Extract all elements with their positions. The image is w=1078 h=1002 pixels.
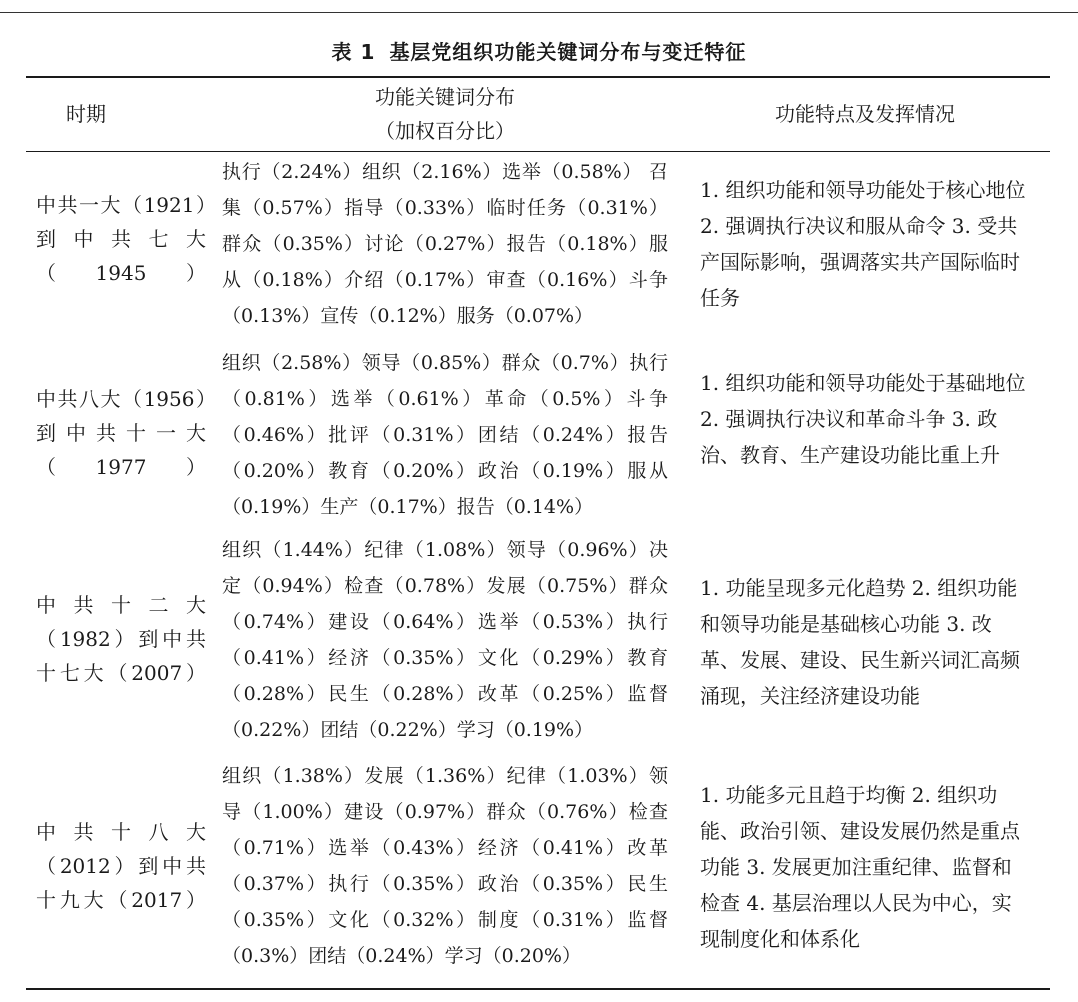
row-3-keywords: 组织（1.44%）纪律（1.08%）领导（0.96%）决定（0.94%）检查（0.78%）发展（0.75%）群众（0.74%）建设（0.64%）选举（0.53%）执行（0.41%）经济（0.35%）文化（0.29%）教育（0.28%）民生（0.28%）改革（0.25%）监督（0.22%）团结（0.22%）学习（0.19%） — [222, 539, 668, 741]
row-1-keywords: 执行（2.24%）组织（2.16%）选举（0.58%） 召集（0.57%）指导（0.33%）临时任务（0.31%）群众（0.35%）讨论（0.27%）报告（0.18%）服从（0.18%）介绍（0.17%）审查（0.16%）斗争（0.13%）宣传（0.12%）服务（0.07%） — [222, 161, 668, 327]
table-number: 表 1 — [331, 40, 376, 64]
row-4-period: 中 共 十 八 大（2012）到中共十九大（2017） — [36, 820, 206, 912]
previous-page-fragment — [0, 0, 1078, 8]
row-4-features: 1. 功能多元且趋于均衡 2. 组织功能、政治引领、建设发展仍然是重点功能 3. 发展更加注重纪律、监督和检查 4. 基层治理以人民为中心，实现制度化和体系化 — [700, 783, 1020, 951]
table-top-rule — [26, 76, 1050, 78]
header-rule — [0, 12, 1078, 13]
table-caption — [0, 36, 1078, 65]
header-keywords-line1: 功能关键词分布 — [375, 85, 515, 109]
header-bottom-rule — [26, 151, 1050, 152]
row-2-keywords: 组织（2.58%）领导（0.85%）群众（0.7%）执行（0.81%）选举（0.61%）革命（0.5%）斗争（0.46%）批评（0.31%）团结（0.24%）报告（0.20%）教育（0.20%）政治（0.19%）服从（0.19%）生产（0.17%）报告（0.14%） — [222, 352, 668, 518]
header-keywords-line2: （加权百分比） — [375, 119, 515, 143]
header-keywords — [222, 80, 668, 148]
header-features: 功能特点及发挥情况 — [775, 102, 955, 126]
row-4-keywords: 组织（1.38%）发展（1.36%）纪律（1.03%）领导（1.00%）建设（0.97%）群众（0.76%）检查（0.71%）选举（0.43%）经济（0.41%）改革（0.37%）执行（0.35%）政治（0.35%）民生（0.35%）文化（0.32%）制度（0.31%）监督（0.3%）团结（0.24%）学习（0.20%） — [222, 765, 668, 967]
row-3-features: 1. 功能呈现多元化趋势 2. 组织功能和领导功能是基础核心功能 3. 改革、发展、建设、民生新兴词汇高频涌现，关注经济建设功能 — [700, 576, 1020, 708]
row-2-period: 中共八大（1956）到中共十一大（1977） — [36, 387, 206, 479]
header-period: 时期 — [66, 102, 106, 126]
row-3-period: 中 共 十 二 大（1982）到中共十七大（2007） — [36, 593, 206, 685]
row-2-features: 1. 组织功能和领导功能处于基础地位 2. 强调执行决议和革命斗争 3. 政治、教育、生产建设功能比重上升 — [700, 371, 1026, 467]
table-bottom-rule — [26, 988, 1050, 990]
row-1-period: 中共一大（1921）到 中 共 七 大（1945） — [36, 193, 206, 285]
table-title: 基层党组织功能关键词分布与变迁特征 — [389, 40, 747, 64]
row-1-features: 1. 组织功能和领导功能处于核心地位 2. 强调执行决议和服从命令 3. 受共产国际影响，强调落实共产国际临时任务 — [700, 178, 1026, 310]
